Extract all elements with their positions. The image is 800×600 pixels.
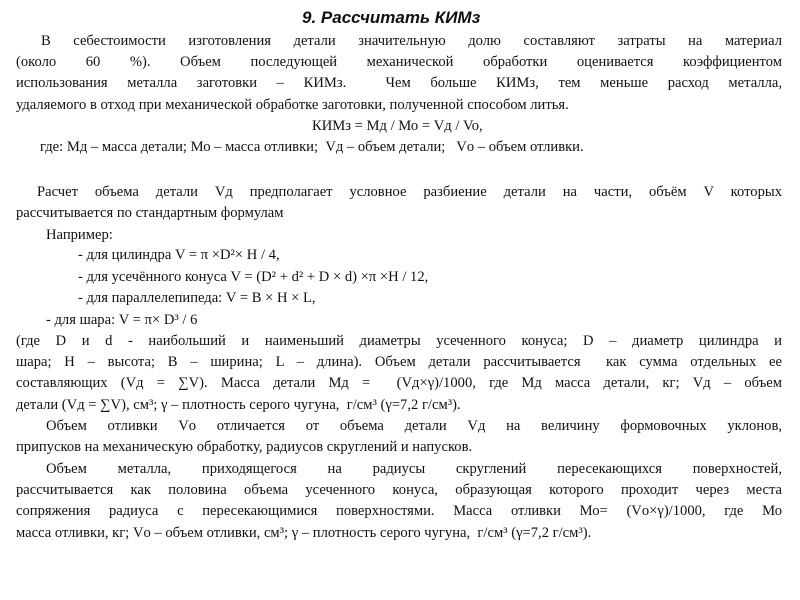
- paragraph-intro-line-1: В себестоимости изготовления детали значительную долю составляют затраты на материал: [41, 33, 782, 49]
- example-parallelepiped: - для параллелепипеда: V = B × H × L,: [78, 290, 316, 306]
- paragraph-radii-line-4: масса отливки, кг; Vо – объем отливки, см³; γ – плотность серого чугуна, г/см³ (γ=7,2 г/см³).: [16, 525, 592, 541]
- paragraph-radii-line-1: Объем металла, приходящегося на радиусы скруглений пересекающихся поверхностей,: [46, 461, 782, 477]
- paragraph-notation-line-3: составляющих (Vд = ∑V). Масса детали Мд = (Vд×γ)/1000, где Мд масса детали, кг; Vд – объем: [16, 375, 782, 391]
- paragraph-notation-line-4: детали (Vд = ∑V), см³; γ – плотность серого чугуна, г/см³ (γ=7,2 г/см³).: [16, 397, 461, 413]
- paragraph-notation-line-2: шара; H – высота; B – ширина; L – длина). Объем детали рассчитывается как сумма отдельных ее: [16, 354, 782, 370]
- kimz-formula: КИМз = Мд / Мо = Vд / Vo,: [312, 118, 483, 134]
- paragraph-radii-line-2: рассчитывается как половина объема усеченного конуса, образующая которого проходит через места: [16, 482, 782, 498]
- paragraph-casting-line-1: Объем отливки Vо отличается от объема детали Vд на величину формовочных уклонов,: [46, 418, 782, 434]
- examples-label: Например:: [46, 227, 113, 243]
- paragraph-radii-line-3: сопряжения радиуса с пересекающимися поверхностями. Масса отливки Мо= (Vо×γ)/1000, где Мо: [16, 503, 782, 519]
- example-cylinder: - для цилиндра V = π ×D²× H / 4,: [78, 247, 280, 263]
- page-title: 9. Рассчитать КИМз: [302, 8, 481, 27]
- paragraph-intro-line-2: (около 60 %). Объем последующей механической обработки оценивается коэффициентом: [16, 54, 782, 70]
- paragraph-intro-line-4: удаляемого в отход при механической обработке заготовки, полученной способом литья.: [16, 97, 569, 113]
- paragraph-notation-line-1: (где D и d - наибольший и наименьший диаметры усеченного конуса; D – диаметр цилиндра и: [16, 333, 782, 349]
- example-truncated-cone: - для усечённого конуса V = (D² + d² + D × d) ×π ×H / 12,: [78, 269, 429, 285]
- paragraph-volume-line-1: Расчет объема детали Vд предполагает условное разбиение детали на части, объём V которых: [37, 184, 782, 200]
- paragraph-casting-line-2: припусков на механическую обработку, радиусов скруглений и напусков.: [16, 439, 473, 455]
- paragraph-volume-line-2: рассчитывается по стандартным формулам: [16, 205, 284, 221]
- example-sphere: - для шара: V = π× D³ / 6: [46, 312, 198, 328]
- formula-legend: где: Мд – масса детали; Мо – масса отливки; Vд – объем детали; Vо – объем отливки.: [40, 139, 584, 155]
- paragraph-intro-line-3: использования металла заготовки – КИМз. Чем больше КИМз, тем меньше расход металла,: [16, 75, 782, 91]
